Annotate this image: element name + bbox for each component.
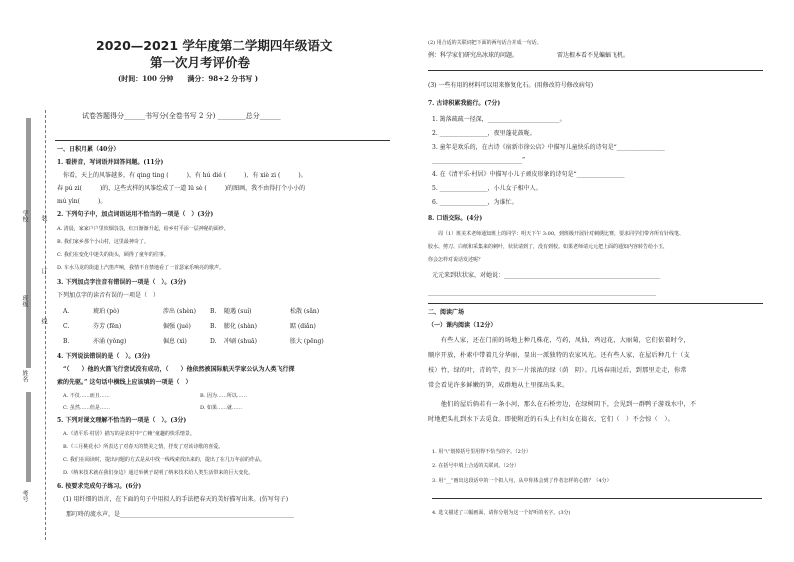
q3-a-word2: 涉出 (shèn) <box>163 308 196 315</box>
q3-a-word4: 松散 (sǎn) <box>290 308 320 315</box>
reading-title: （一）课内阅读（12分） <box>428 322 497 329</box>
section-2-heading: 二、阅读广场 <box>428 309 465 316</box>
q5-option-a: A.《清平乐·村居》描写的是农村中“亡赖”童趣的快乐情景。 <box>63 431 195 437</box>
q6-sub2: (2) 用合适的关联词把下面的两句话合并成一句话。 <box>428 40 542 46</box>
q8-para1: 周（1）班美术老师通知班上的同学：明天下午 3:00，到班级开展针对刺绣比赛，要求同学们带齐所有针线笔、 <box>428 231 685 237</box>
score-line: 试卷答题得分______书写分(全卷书写 2 分) ________总分______ <box>82 112 281 120</box>
reading-para-line3: 枝）竹，绿的叶，青的竿，投下一片浓浓的绿（荫 阴）。几场春雨过后，到那里走走，你常 <box>428 367 687 374</box>
q7-title: 7. 古诗积累我能行。(7分) <box>428 100 501 107</box>
q5-option-c: C. 我们在阅读时，提出问题的方式是从中找一线线索找出来的，提出了在几万年前的作品。 <box>63 457 265 463</box>
q4-line1: “（ ）他的火箭飞行尝试没有成功，（ ）他依然被国际航天学家公认为人类飞行探 <box>63 366 295 373</box>
q4-option-c: C. 虽然……但是…… <box>63 405 110 411</box>
q3-c-label2: D. <box>210 338 217 345</box>
q3-a-word1: 琥珀 (pò) <box>93 308 120 315</box>
q1-line2: 春 pú zi( )的，这些式样的风筝绘成了一道 lü sè ( )的图画，我不由得打个小小的 <box>57 185 306 192</box>
q7-line3b: ______________________________” <box>432 157 526 164</box>
margin-char-xian: 线 <box>40 318 47 324</box>
margin-label-class: 班级 <box>21 295 28 307</box>
reading-q1: 1. 用“\”划掉括号里用得不恰当的字。（2分） <box>432 449 531 455</box>
q7-line4: 4. 在《清平乐·村居》中描写小儿子顽皮形象的诗句是“________________ <box>432 171 625 178</box>
q3-b-word2: 倔强 (jué) <box>163 323 191 330</box>
q4-line2: 索的先驱。” 这句话中横线上应该填的一项是（ ） <box>57 379 192 386</box>
q1-line1: 你看，天上的风筝越多，有 qing ting ( )、有 hú dié ( )、有 xiè zi ( )。 <box>63 172 307 179</box>
margin-char-ding: 订 <box>40 268 47 274</box>
q8-para2: 胶水、剪刀、白纸和采集来的刺叶，状状请到了，没有到校。如果老师请元元把上面的通知内容转告给小玉， <box>428 244 669 250</box>
reading-para-line6: 时地把头扎到水下去觅食。即使附近的石头上有妇女在捣衣，它们（ ）不会惊（ ）。 <box>428 416 675 423</box>
q3-c-word3: 冲刷 (shuā) <box>224 338 257 345</box>
section-1-heading: 一、日积月累（40分） <box>57 146 120 153</box>
q3-b-label2: B. <box>210 323 217 330</box>
reading-q3-answer-rule <box>432 498 762 499</box>
section-rule-2 <box>428 303 763 304</box>
q7-line5: 5. ________________，小儿女子相中人。 <box>432 185 542 192</box>
q5-option-d: D.《纳米技术就在我们身边》通过举例子说明了纳米技术给人类生活带来的巨大变化。 <box>63 470 254 476</box>
q1-title: 1. 看拼音，写词语并回答问题。(11分) <box>57 159 164 166</box>
margin-label-name: 姓名 <box>21 370 28 382</box>
q7-line6: 6. ________________，为谁忙。 <box>432 199 518 206</box>
q8-answer-line2: ____________________________________________________________________________ <box>428 289 656 296</box>
exam-meta: (时间：100 分钟 满分：98+2 分书写 ) <box>118 74 259 83</box>
binding-bar-top <box>26 118 31 368</box>
section-rule-1 <box>55 140 390 141</box>
q6-title: 6. 按要求完成句子练习。(6分) <box>57 483 142 490</box>
q4-option-a: A. 不仅……而且…… <box>63 393 110 399</box>
binding-dash-line <box>45 110 46 540</box>
q6-answer-line: 那叮咚的流水声，是__________________________________________________________ <box>66 511 295 518</box>
q2-option-d: D. 车水马龙的街道上汽笛声响，我情不自禁地看了一首瑟家乐响亮的歌声。 <box>57 265 225 271</box>
q7-line1: 1. 篱落疏疏一径深，________________________。 <box>432 116 566 123</box>
q3-c-word4: 胀大 (pēng) <box>290 338 324 345</box>
q3-c-label: B. <box>63 338 70 345</box>
q5-title: 5. 下列对课文理解不恰当的一项是（ ）。(3分) <box>57 417 187 424</box>
page-subtitle: 第一次月考评价卷 <box>150 55 251 70</box>
q3-c-word1: 亦涌 (yǒng) <box>93 338 127 345</box>
q1-line3: mú yìn( )。 <box>57 198 107 205</box>
q8-para3: 你会怎样对说话发述呢？ <box>428 257 484 263</box>
q5-option-b: B.《三月桃花水》所表达了对春天的赞美之情，抒发了对该诗歌的喜爱。 <box>63 444 224 450</box>
q7-line2: 2. ________________，夜里蓬花鼓咙。 <box>432 130 536 137</box>
q6-sub3: (3) 一些有用的材料可以用来修复化石。(用修改符号修改病句) <box>428 82 594 89</box>
binding-bar-bottom <box>26 392 31 482</box>
reading-q4: 4. 选文描述了三幅画面，请你分别为这一个好听的名字。(3分) <box>432 510 571 516</box>
q3-c-word2: 倔息 (xì) <box>163 338 187 345</box>
margin-label-school: 学校 <box>21 210 28 222</box>
q2-title: 2. 下列句子中，加点词语运用不恰当的一项是（ ）(3分) <box>57 211 214 218</box>
q2-option-c: C. 我们在变化中迷失的街头，顾得了童年的往事。 <box>57 252 169 258</box>
margin-char-zhuang: 装 <box>40 215 47 221</box>
margin-label-id: 考号 <box>21 490 28 502</box>
reading-q3: 3. 用“__”画出这段话中的一个拟人句，从中你体会到了作者怎样的心情？（4分） <box>432 478 612 484</box>
q3-a-label2: B. <box>210 308 217 315</box>
q8-answer-prompt: 元元来到状状家，对她说：____________________________________________________ <box>432 272 661 279</box>
q6-sub1: (1) 用纤细的语言，在下面的句子中用拟人的手法把春天的美好描写出来。(仿写句子) <box>63 496 289 503</box>
q3-subtitle: 下列加点字的读音有误的一项是（ ） <box>57 292 160 299</box>
reading-q2: 2. 在括号中填上合适的关联词。（2分） <box>432 463 520 469</box>
q8-title: 8. 口语交际。(4分) <box>428 215 483 222</box>
q3-a-word3: 随遇 (suí) <box>224 308 252 315</box>
q7-line3: 3. 童年是欢乐的，在古诗《宿新市徐公店》中描写儿童快乐的诗句是“________________ <box>432 144 665 151</box>
q3-b-label: C. <box>63 323 70 330</box>
q3-title: 3. 下列加点字注音有错误的一项是（ ）。(3分) <box>57 279 187 286</box>
q6-answer-rule <box>428 70 763 71</box>
q3-b-word3: 膨化 (shàn) <box>224 323 257 330</box>
q2-option-b: B. 我们家乡那个小山村，这里最神奇了。 <box>57 239 149 245</box>
reading-para-line1: 有些人家，还在门前的场地上种几株花，芍药，凤仙，鸡冠花，大丽菊，它们依着时令， <box>428 337 690 344</box>
q3-b-word1: 芬芳 (fēn) <box>93 323 122 330</box>
reading-para-line2: 顺序开放，朴素中带着几分华丽，显出一派独特的农家风光。还有些人家，在屋后种几十（支 <box>428 352 690 359</box>
reading-para-line4: 常会看见许多鲜嫩的笋，成群地从土里探出头来。 <box>428 382 569 389</box>
q3-b-word4: 踮 (diǎn) <box>290 323 316 330</box>
q4-option-b: B. 因为……所以…… <box>200 393 247 399</box>
q2-option-a: A. 清晨，家家户户里炊烟袅袅，红日渐渐升起，给乡村平添一层神秘的面纱。 <box>57 226 229 232</box>
q4-title: 4. 下列说法错误的是（ ）。(3分) <box>57 353 151 360</box>
page-title: 2020—2021 学年度第二学期四年级语文 <box>96 38 333 53</box>
q4-option-d: D. 如果……就…… <box>200 405 243 411</box>
reading-para-line5: 他们的屋后倘若有一条小河，那么在石桥旁边，在绿树阴下，会见到一群鸭子游戏水中，不 <box>428 401 697 408</box>
q6-example: 例：科学家们研究出冰球的问题。 雷达根本看不见蝙蝠飞机。 <box>428 52 630 59</box>
q3-a-label: A. <box>63 308 70 315</box>
